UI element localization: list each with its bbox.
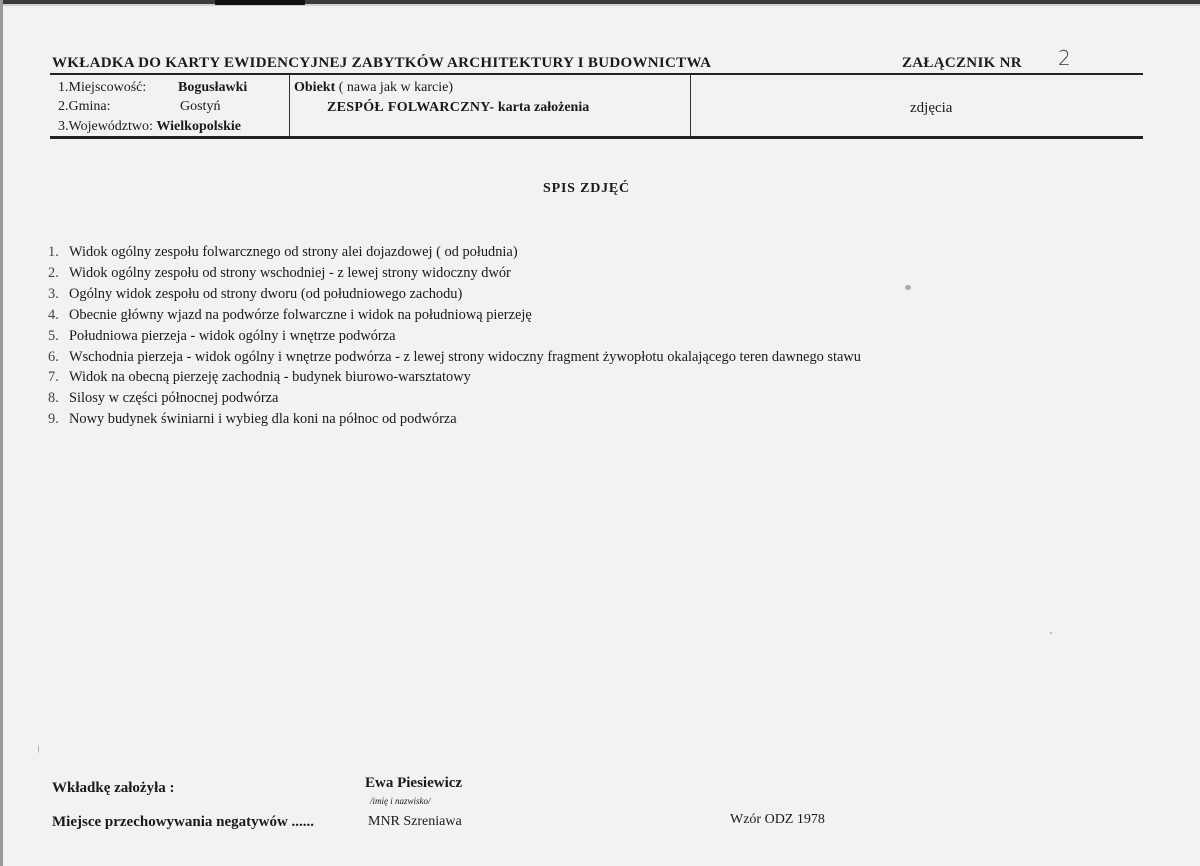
list-item-text: Obecnie główny wjazd na podwórze folwarczne i widok na południową pierzeję: [69, 306, 532, 323]
column-divider-1: [289, 75, 290, 136]
document-header: [52, 55, 1142, 75]
field-miejscowosc: [58, 78, 248, 97]
list-item: [48, 367, 861, 388]
scan-border-left: [0, 0, 3, 866]
list-item-text: Silosy w części północnej podwórza: [69, 390, 279, 407]
list-item: [48, 284, 861, 305]
list-item-number: 8.: [48, 390, 59, 407]
obiekt-name-main: ZESPÓŁ FOLWARCZNY-: [327, 100, 495, 115]
wojewodztwo-label: 3.Województwo:: [58, 119, 153, 134]
list-item: [48, 326, 861, 347]
field-obiekt: [294, 78, 453, 97]
annex-number: 2: [1058, 46, 1071, 70]
list-item-number: 6.: [48, 348, 59, 365]
scan-speck: [905, 285, 911, 290]
list-item: [48, 305, 861, 326]
scan-speck: [1050, 632, 1052, 634]
obiekt-label-note: ( nawa jak w karcie): [335, 80, 454, 95]
list-item: [48, 263, 861, 284]
negatives-place: MNR Szreniawa: [368, 814, 462, 829]
list-item-text: Nowy budynek świniarni i wybieg dla koni na północ od podwórza: [69, 411, 457, 428]
list-item-number: 9.: [48, 411, 59, 428]
prepared-by-name: Ewa Piesiewicz: [365, 775, 463, 791]
obiekt-name-sub: karta założenia: [494, 100, 590, 115]
list-item-number: 7.: [48, 369, 59, 386]
list-item: [48, 388, 861, 409]
attachment-type: zdjęcia: [910, 100, 953, 116]
list-item: [48, 242, 861, 263]
list-item-number: 1.: [48, 244, 59, 260]
negatives-label: Miejsce przechowywania negatywów ......: [52, 814, 315, 830]
header-rule-top: [50, 73, 1143, 75]
name-hint: /imię i nazwisko/: [370, 796, 431, 806]
wojewodztwo-value: Wielkopolskie: [156, 119, 241, 134]
field-gmina: [58, 97, 221, 116]
list-item-text: Widok na obecną pierzeję zachodnią - budynek biurowo-warsztatowy: [69, 369, 471, 386]
list-item-text: Południowa pierzeja - widok ogólny i wnętrze podwórza: [69, 327, 396, 344]
list-item: [48, 347, 861, 368]
form-model: Wzór ODZ 1978: [730, 812, 825, 827]
list-item-number: 5.: [48, 327, 59, 344]
miejscowosc-label: 1.Miejscowość:: [58, 80, 147, 95]
list-item: [48, 409, 861, 430]
column-divider-2: [690, 75, 691, 136]
gmina-value: Gostyń: [180, 99, 221, 114]
scan-border-shadow: [0, 4, 1200, 6]
prepared-by-label: Wkładkę założyła :: [52, 780, 175, 796]
list-item-text: Widok ogólny zespołu od strony wschodniej - z lewej strony widoczny dwór: [69, 264, 511, 281]
obiekt-label: Obiekt: [294, 80, 336, 95]
list-item-number: 3.: [48, 285, 59, 302]
list-item-number: 4.: [48, 306, 59, 323]
list-item-text: Wschodnia pierzeja - widok ogólny i wnętrze podwórza - z lewej strony widoczny fragment żywopłotu okalającego teren dawnego stawu: [69, 348, 862, 365]
annex-label: ZAŁĄCZNIK NR: [902, 55, 1022, 71]
list-item-text: Widok ogólny zespołu folwarcznego od strony alei dojazdowej ( od południa): [69, 244, 518, 260]
field-wojewodztwo: [58, 117, 241, 136]
header-rule-bottom: [50, 136, 1143, 139]
section-title: SPIS ZDJĘĆ: [543, 181, 630, 196]
list-item-number: 2.: [48, 264, 59, 281]
photo-list: [48, 242, 861, 430]
gmina-label: 2.Gmina:: [58, 99, 111, 114]
scan-speck: [38, 745, 39, 753]
list-item-text: Ogólny widok zespołu od strony dworu (od południowego zachodu): [69, 285, 463, 302]
document-title: WKŁADKA DO KARTY EWIDENCYJNEJ ZABYTKÓW ARCHITEKTURY I BUDOWNICTWA: [52, 55, 712, 71]
miejscowosc-value: Bogusławki: [178, 80, 248, 95]
scan-artifact: [215, 0, 305, 5]
obiekt-name: [327, 98, 589, 117]
